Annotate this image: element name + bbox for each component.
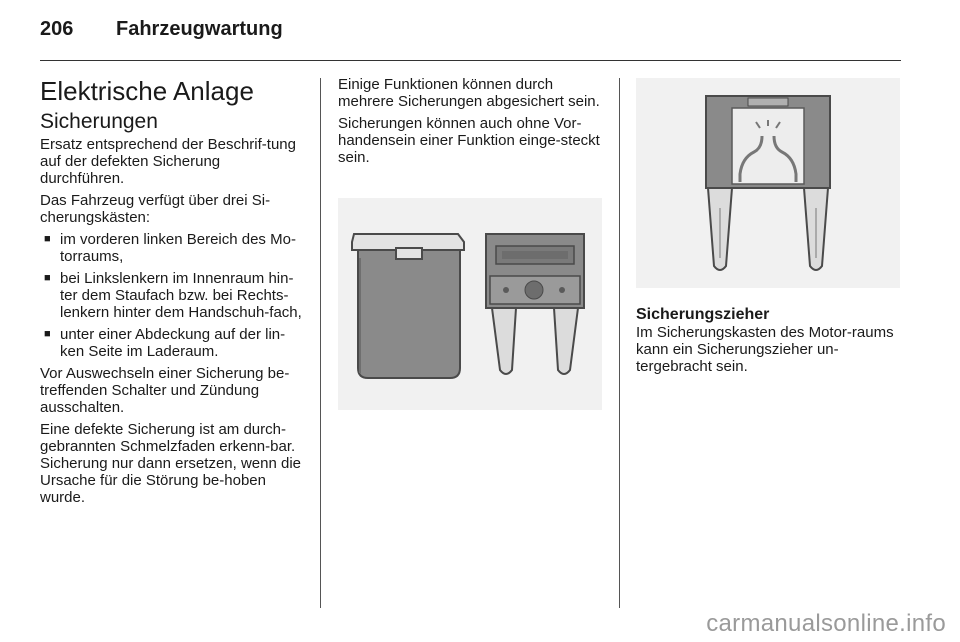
list-item: ■ unter einer Abdeckung auf der lin-ken Seite im Laderaum. [40,326,306,360]
page-number: 206 [40,18,74,40]
paragraph: Das Fahrzeug verfügt über drei Si-cherungskästen: [40,192,271,226]
blown-fuse-illustration [636,78,900,288]
column-divider-1 [320,78,321,608]
blown-fuse-svg [636,78,900,288]
running-title: Fahrzeugwartung [116,18,283,40]
paragraph: Sicherungen können auch ohne Vor-handensein einer Funktion einge-steckt sein. [338,115,600,166]
page-header [40,18,900,58]
column-3 [636,306,902,380]
fuse-types-svg [338,198,602,410]
paragraph: Einige Funktionen können durch mehrere Sicherungen abgesichert sein. [338,76,600,110]
column-divider-2 [619,78,620,608]
subsection-heading: Sicherungszieher [636,306,770,323]
fuse-front-view [486,234,584,374]
header-rule [40,60,901,61]
subsection-heading: Sicherungen [40,110,158,133]
column-1 [40,76,306,511]
section-heading: Elektrische Anlage [40,76,254,106]
bullet-list [40,231,306,360]
column-2 [338,76,604,171]
fuse-side-view [352,234,464,378]
list-item: ■ im vorderen linken Bereich des Mo-torraums, [40,231,306,265]
paragraph: Vor Auswechseln einer Sicherung be-treffenden Schalter und Zündung ausschalten. [40,365,290,416]
paragraph: Eine defekte Sicherung ist am durch-gebrannten Schmelzfaden erkenn-bar. Sicherung nur dann ersetzen, wenn die Ursache für die Störung be-hoben wurde. [40,421,302,506]
list-item: ■ bei Linkslenkern im Innenraum hin-ter dem Staufach bzw. bei Rechts-lenkern hinter dem Handschuh-fach, [40,270,306,321]
fuse-types-illustration [338,198,602,410]
paragraph: Im Sicherungskasten des Motor-raums kann ein Sicherungszieher un-tergebracht sein. [636,324,894,375]
paragraph: Ersatz entsprechend der Beschrif-tung auf der defekten Sicherung durchführen. [40,136,296,187]
watermark: carmanualsonline.info [706,610,946,637]
